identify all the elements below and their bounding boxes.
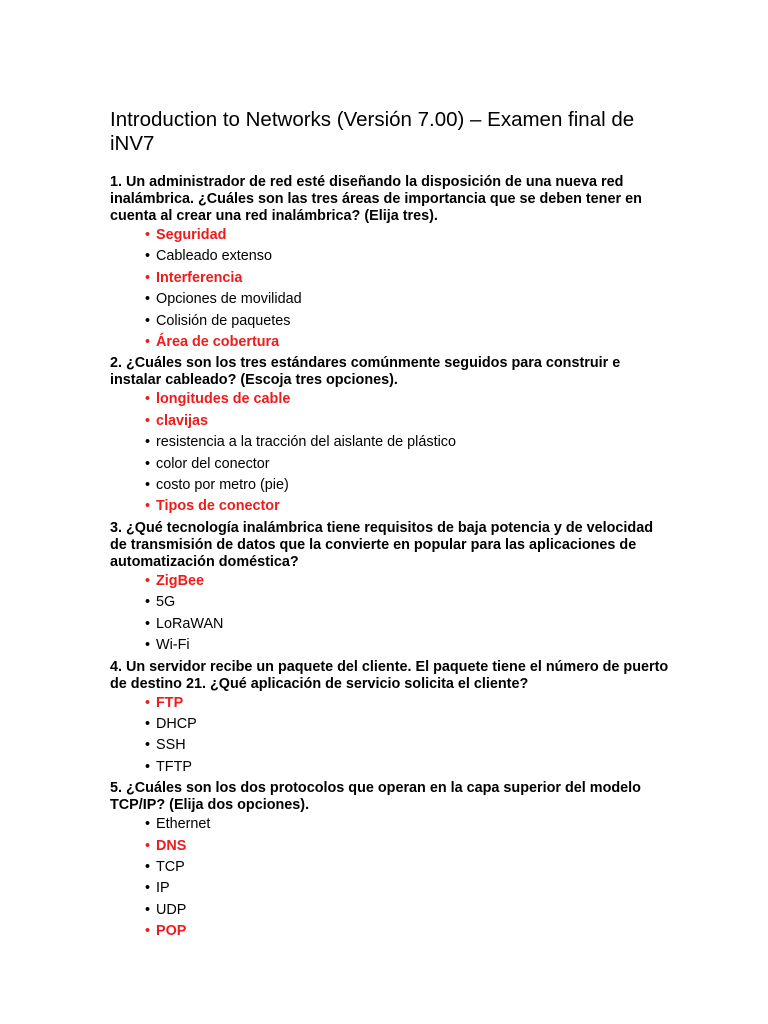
answer-option: • Ethernet (145, 814, 670, 835)
correct-answer-option: • Seguridad (145, 225, 670, 246)
question-text: 5. ¿Cuáles son los dos protocolos que operan en la capa superior del modelo TCP/IP? (Elija dos opciones). (110, 780, 641, 814)
answer-option: • DHCP (145, 714, 670, 735)
answer-option: • 5G (145, 592, 670, 613)
answer-option: • resistencia a la tracción del aislante de plástico (145, 432, 670, 453)
document-title: Introduction to Networks (Versión 7.00) – Examen final de iNV7 (110, 108, 635, 155)
question-block (110, 780, 670, 942)
question-block (110, 174, 670, 353)
question-text: 4. Un servidor recibe un paquete del cliente. El paquete tiene el número de puerto de destino 21. ¿Qué aplicación de servicio solicita el cliente? (110, 658, 669, 692)
answer-options (110, 225, 670, 353)
question-text: 1. Un administrador de red esté diseñando la disposición de una nueva red inalámbrica. ¿Cuáles son las tres áreas de importancia que se deben tener en cuenta al crear una red inalámbrica? (Elija tres). (110, 174, 642, 224)
answer-option: • UDP (145, 900, 670, 921)
correct-answer-option: • longitudes de cable (145, 389, 670, 410)
question-list (110, 174, 670, 943)
correct-answer-option: • clavijas (145, 411, 670, 432)
answer-option: • SSH (145, 735, 670, 756)
answer-option: • costo por metro (pie) (145, 475, 670, 496)
correct-answer-option: • FTP (145, 693, 670, 714)
correct-answer-option: • DNS (145, 836, 670, 857)
answer-option: • TCP (145, 857, 670, 878)
answer-option: • Cableado extenso (145, 246, 670, 267)
correct-answer-option: • Interferencia (145, 268, 670, 289)
correct-answer-option: • ZigBee (145, 571, 670, 592)
answer-option: • color del conector (145, 454, 670, 475)
correct-answer-option: • Tipos de conector (145, 496, 670, 517)
question-block (110, 659, 670, 779)
question-block (110, 520, 670, 657)
answer-option: • Colisión de paquetes (145, 311, 670, 332)
answer-options (110, 814, 670, 942)
answer-options (110, 389, 670, 517)
question-text: 2. ¿Cuáles son los tres estándares comúnmente seguidos para construir e instalar cableado? (Escoja tres opciones). (110, 355, 621, 389)
answer-options (110, 571, 670, 657)
answer-option: • Wi-Fi (145, 635, 670, 656)
answer-option: • TFTP (145, 757, 670, 778)
answer-option: • Opciones de movilidad (145, 289, 670, 310)
question-text: 3. ¿Qué tecnología inalámbrica tiene requisitos de baja potencia y de velocidad de transmisión de datos que la convierte en popular para las aplicaciones de automatización doméstica? (110, 519, 654, 570)
answer-option: • IP (145, 878, 670, 899)
answer-options (110, 693, 670, 779)
answer-option: • LoRaWAN (145, 614, 670, 635)
question-block (110, 355, 670, 517)
correct-answer-option: • POP (145, 921, 670, 942)
document-page (110, 108, 670, 945)
correct-answer-option: • Área de cobertura (145, 332, 670, 353)
